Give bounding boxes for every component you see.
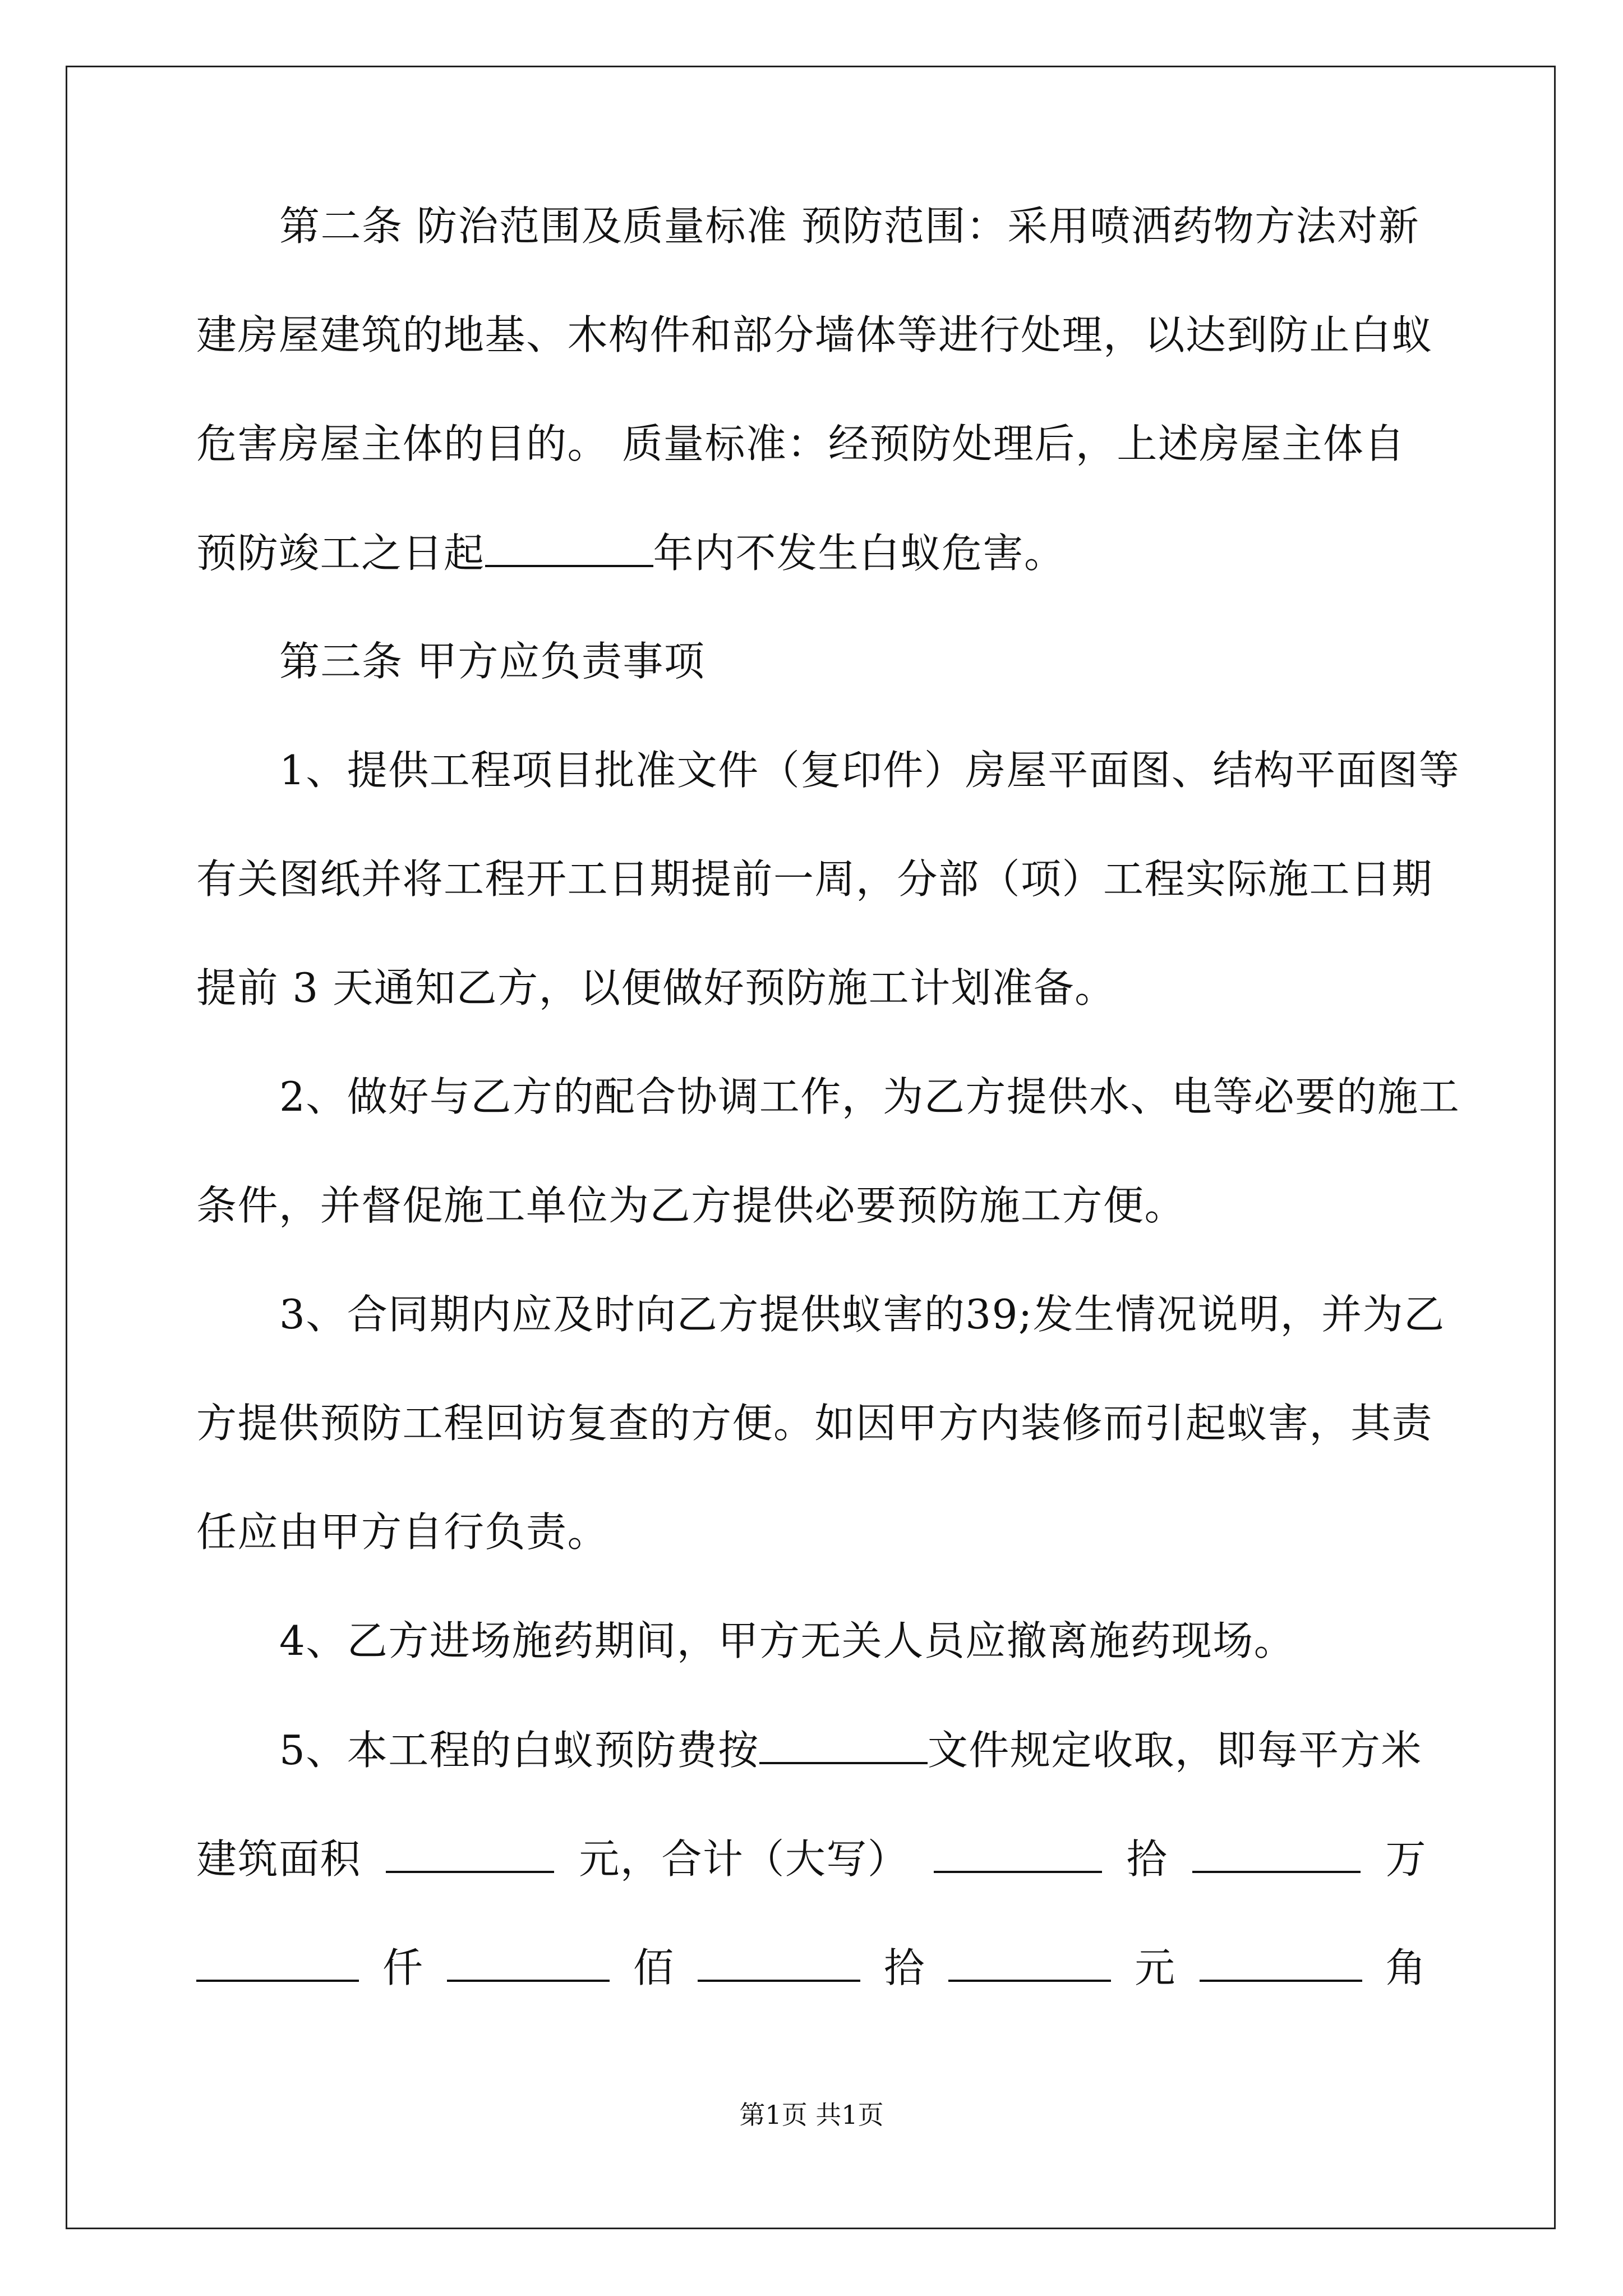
unit-price-blank-field (386, 1832, 554, 1873)
item5-line-3-text-4: 元 (1135, 1944, 1176, 1991)
amount-blank-field (698, 1940, 860, 1982)
item3-line-3: 任应由甲方自行负责。 (196, 1508, 609, 1556)
item5-line-3-text-1: 仟 (382, 1944, 424, 1991)
years-blank-field (485, 526, 653, 567)
fee-standard-blank-field (759, 1723, 928, 1764)
article3-title: 第三条 甲方应负责事项 (279, 638, 706, 685)
article2-line-3: 危害房屋主体的目的。 质量标准：经预防处理后，上述房屋主体自 (196, 420, 1405, 467)
item5-line-1-text-b: 文件规定收取，即每平方米 (927, 1727, 1422, 1774)
item3-line-2: 方提供预防工程回访复查的方便。如因甲方内装修而引起蚁害，其责 (196, 1400, 1433, 1447)
item5-line-1 (196, 1723, 1427, 1777)
item5-line-2-text-3: 拾 (1126, 1835, 1168, 1883)
item5-line-3-text-3: 拾 (884, 1944, 925, 1991)
item5-line-3 (196, 1940, 1427, 1994)
total-amount-blank-field (934, 1832, 1102, 1873)
amount-blank-field (447, 1940, 610, 1982)
item5-line-3-text-5: 角 (1385, 1944, 1427, 1991)
item1-line-1: 1、提供工程项目批准文件（复印件）房屋平面图、结构平面图等 (279, 747, 1460, 794)
article2-line-4 (196, 526, 1427, 579)
amount-blank-field (1200, 1940, 1362, 1982)
document-body (196, 199, 1460, 1994)
item4-line-1: 4、乙方进场施药期间，甲方无关人员应撤离施药现场。 (279, 1617, 1295, 1664)
amount-blank-field (948, 1940, 1111, 1982)
item5-line-2-text-4: 万 (1385, 1835, 1427, 1883)
amount-blank-field (196, 1940, 359, 1982)
item5-line-1-text-a: 5、本工程的白蚁预防费按 (279, 1727, 759, 1774)
article2-line-2: 建房屋建筑的地基、木构件和部分墙体等进行处理，以达到防止白蚁 (196, 311, 1433, 358)
item2-line-2: 条件，并督促施工单位为乙方提供必要预防施工方便。 (196, 1182, 1186, 1229)
page-footer: 第1页 共1页 (739, 2100, 884, 2130)
item3-line-1: 3、合同期内应及时向乙方提供蚁害的39;发生情况说明，并为乙 (279, 1291, 1445, 1338)
item5-line-2 (196, 1832, 1427, 1885)
amount-blank-field (1192, 1832, 1361, 1873)
article2-line-4-text-b: 年内不发生白蚁危害。 (653, 530, 1066, 577)
item1-line-3: 提前 3 天通知乙方，以便做好预防施工计划准备。 (196, 964, 1116, 1011)
item1-line-2: 有关图纸并将工程开工日期提前一周，分部（项）工程实际施工日期 (196, 855, 1433, 903)
article2-line-4-text-a: 预防竣工之日起 (196, 530, 485, 577)
item5-line-3-text-2: 佰 (633, 1944, 675, 1991)
item2-line-1: 2、做好与乙方的配合协调工作，为乙方提供水、电等必要的施工 (279, 1073, 1460, 1120)
article2-line-1: 第二条 防治范围及质量标准 预防范围：采用喷洒药物方法对新 (279, 203, 1420, 250)
item5-line-2-text-1: 建筑面积 (196, 1835, 362, 1883)
item5-line-2-text-2: 元，合计（大写） (579, 1835, 909, 1883)
